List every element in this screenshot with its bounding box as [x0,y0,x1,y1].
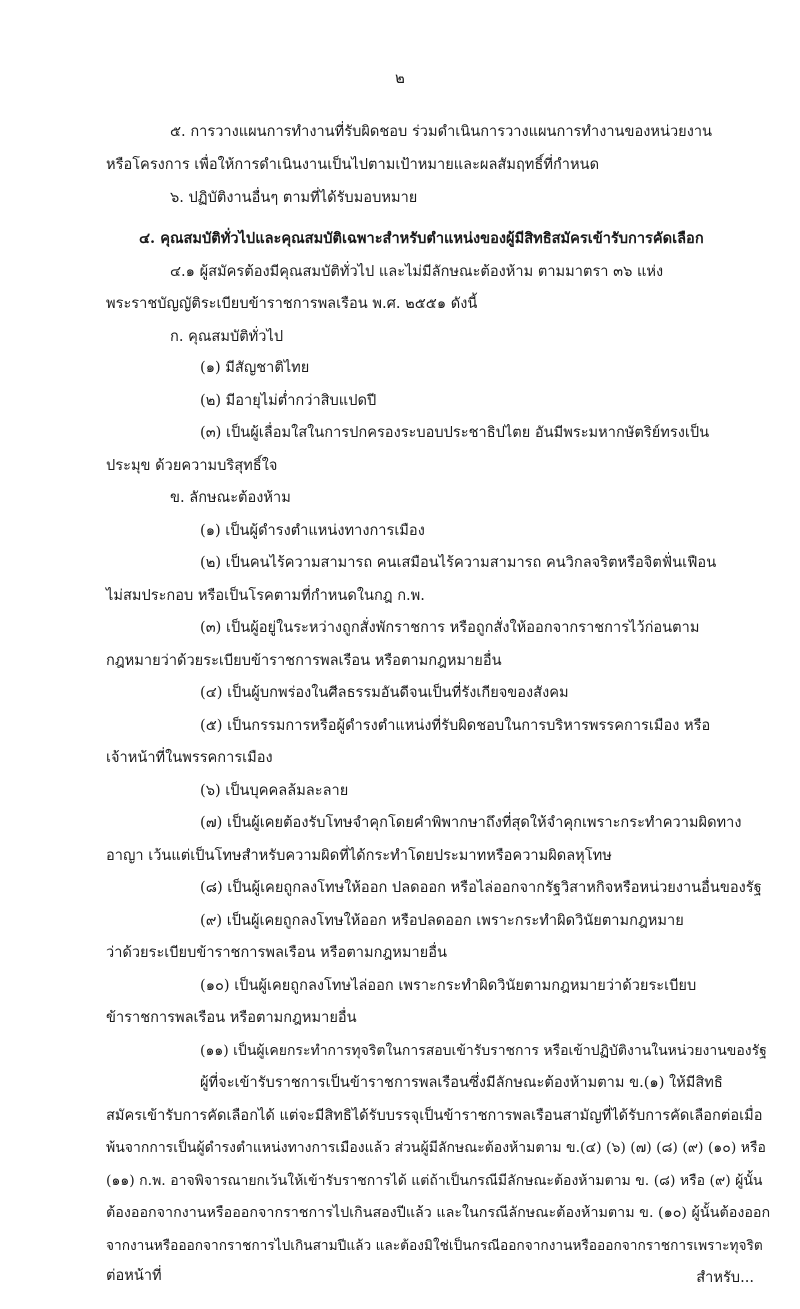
text-line: (๙) เป็นผู้เคยถูกลงโทษให้ออก หรือปลดออก เพราะกระทำผิดวินัยตามกฎหมาย [200,912,684,929]
text-line: (๓) เป็นผู้เลื่อมใสในการปกครองระบอบประชาธิปไตย อันมีพระมหากษัตริย์ทรงเป็น [200,424,710,441]
text-line: ไม่สมประกอบ หรือเป็นโรคตามที่กำหนดในกฎ ก.พ. [106,587,425,604]
text-line: พ้นจากการเป็นผู้ดำรงตำแหน่งทางการเมืองแล้ว ส่วนผู้มีลักษณะต้องห้ามตาม ข.(๔) (๖) (๗) (๘) (๙) (๑๐) หรือ [106,1140,766,1156]
text-line: เจ้าหน้าที่ในพรรคการเมือง [106,749,273,766]
text-line: ว่าด้วยระเบียบข้าราชการพลเรือน หรือตามกฎหมายอื่น [106,944,447,961]
text-line: (๑) มีสัญชาติไทย [200,359,310,376]
text-line: ข. ลักษณะต้องห้าม [170,489,291,506]
text-line: หรือโครงการ เพื่อให้การดำเนินงานเป็นไปตามเป้าหมายและผลสัมฤทธิ์ที่กำหนด [106,156,600,173]
page-number: ๒ [395,69,405,87]
text-line: ก. คุณสมบัติทั่วไป [170,328,284,345]
text-line: ๕. การวางแผนการทำงานที่รับผิดชอบ ร่วมดำเนินการวางแผนการทำงานของหน่วยงาน [170,123,713,140]
text-line: (๗) เป็นผู้เคยต้องรับโทษจำคุกโดยคำพิพากษาถึงที่สุดให้จำคุกเพราะกระทำความผิดทาง [200,814,742,831]
text-line: ๔.๑ ผู้สมัครต้องมีคุณสมบัติทั่วไป และไม่มีลักษณะต้องห้าม ตามมาตรา ๓๖ แห่ง [170,263,664,280]
text-line: (๑๑) เป็นผู้เคยกระทำการทุจริตในการสอบเข้ารับราชการ หรือเข้าปฏิบัติงานในหน่วยงานของรัฐ [200,1043,767,1059]
text-line: ๖. ปฏิบัติงานอื่นๆ ตามที่ได้รับมอบหมาย [170,189,418,206]
text-line: (๑๑) ก.พ. อาจพิจารณายกเว้นให้เข้ารับราชการได้ แต่ถ้าเป็นกรณีมีลักษณะต้องห้ามตาม ข. (๘) หรือ (๙) ผู้นั้น [106,1173,763,1189]
text-line: (๕) เป็นกรรมการหรือผู้ดำรงตำแหน่งที่รับผิดชอบในการบริหารพรรคการเมือง หรือ [200,717,711,734]
text-line: (๒) มีอายุไม่ต่ำกว่าสิบแปดปี [200,392,377,409]
text-line: อาญา เว้นแต่เป็นโทษสำหรับความผิดที่ได้กระทำโดยประมาทหรือความผิดลหุโทษ [106,847,612,864]
section-heading: ๔. คุณสมบัติทั่วไปและคุณสมบัติเฉพาะสำหรับตำแหน่งของผู้มีสิทธิสมัครเข้ารับการคัดเลือก [139,230,704,247]
text-line: กฎหมายว่าด้วยระเบียบข้าราชการพลเรือน หรือตามกฎหมายอื่น [106,652,502,669]
text-line: (๓) เป็นผู้อยู่ในระหว่างถูกสั่งพักราชการ หรือถูกสั่งให้ออกจากราชการไว้ก่อนตาม [200,619,700,636]
text-line: (๘) เป็นผู้เคยถูกลงโทษให้ออก ปลดออก หรือไล่ออกจากรัฐวิสาหกิจหรือหน่วยงานอื่นของรัฐ [200,879,762,896]
text-line: ต่อหน้าที่ [106,1267,162,1284]
continuation-footer: สำหรับ... [696,1269,754,1286]
text-line: พระราชบัญญัติระเบียบข้าราชการพลเรือน พ.ศ. ๒๕๕๑ ดังนี้ [106,295,478,312]
text-line: (๑๐) เป็นผู้เคยถูกลงโทษไล่ออก เพราะกระทำผิดวินัยตามกฎหมายว่าด้วยระเบียบ [200,977,697,994]
text-line: (๖) เป็นบุคคลล้มละลาย [200,782,349,799]
text-line: ข้าราชการพลเรือน หรือตามกฎหมายอื่น [106,1009,357,1026]
text-line: (๔) เป็นผู้บกพร่องในศีลธรรมอันดีจนเป็นที่รังเกียจของสังคม [200,684,569,701]
text-line: ต้องออกจากงานหรือออกจากราชการไปเกินสองปีแล้ว และในกรณีลักษณะต้องห้ามตาม ข. (๑๐) ผู้นั้นต้องออก [106,1205,771,1221]
text-line: (๑) เป็นผู้ดำรงตำแหน่งทางการเมือง [200,522,425,539]
text-line: (๒) เป็นคนไร้ความสามารถ คนเสมือนไร้ความสามารถ คนวิกลจริตหรือจิตฟั่นเฟือน [200,554,717,571]
text-line: ประมุข ด้วยความบริสุทธิ์ใจ [106,457,278,474]
text-line: จากงานหรือออกจากราชการไปเกินสามปีแล้ว และต้องมิใช่เป็นกรณีออกจากงานหรือออกจากราชการเพราะทุจริต [106,1238,763,1254]
text-line: ผู้ที่จะเข้ารับราชการเป็นข้าราชการพลเรือนซึ่งมีลักษณะต้องห้ามตาม ข.(๑) ให้มีสิทธิ [200,1074,723,1091]
text-line: สมัครเข้ารับการคัดเลือกได้ แต่จะมีสิทธิได้รับบรรจุเป็นข้าราชการพลเรือนสามัญที่ได้รับการคัดเลือกต่อเมื่อ [106,1107,763,1124]
